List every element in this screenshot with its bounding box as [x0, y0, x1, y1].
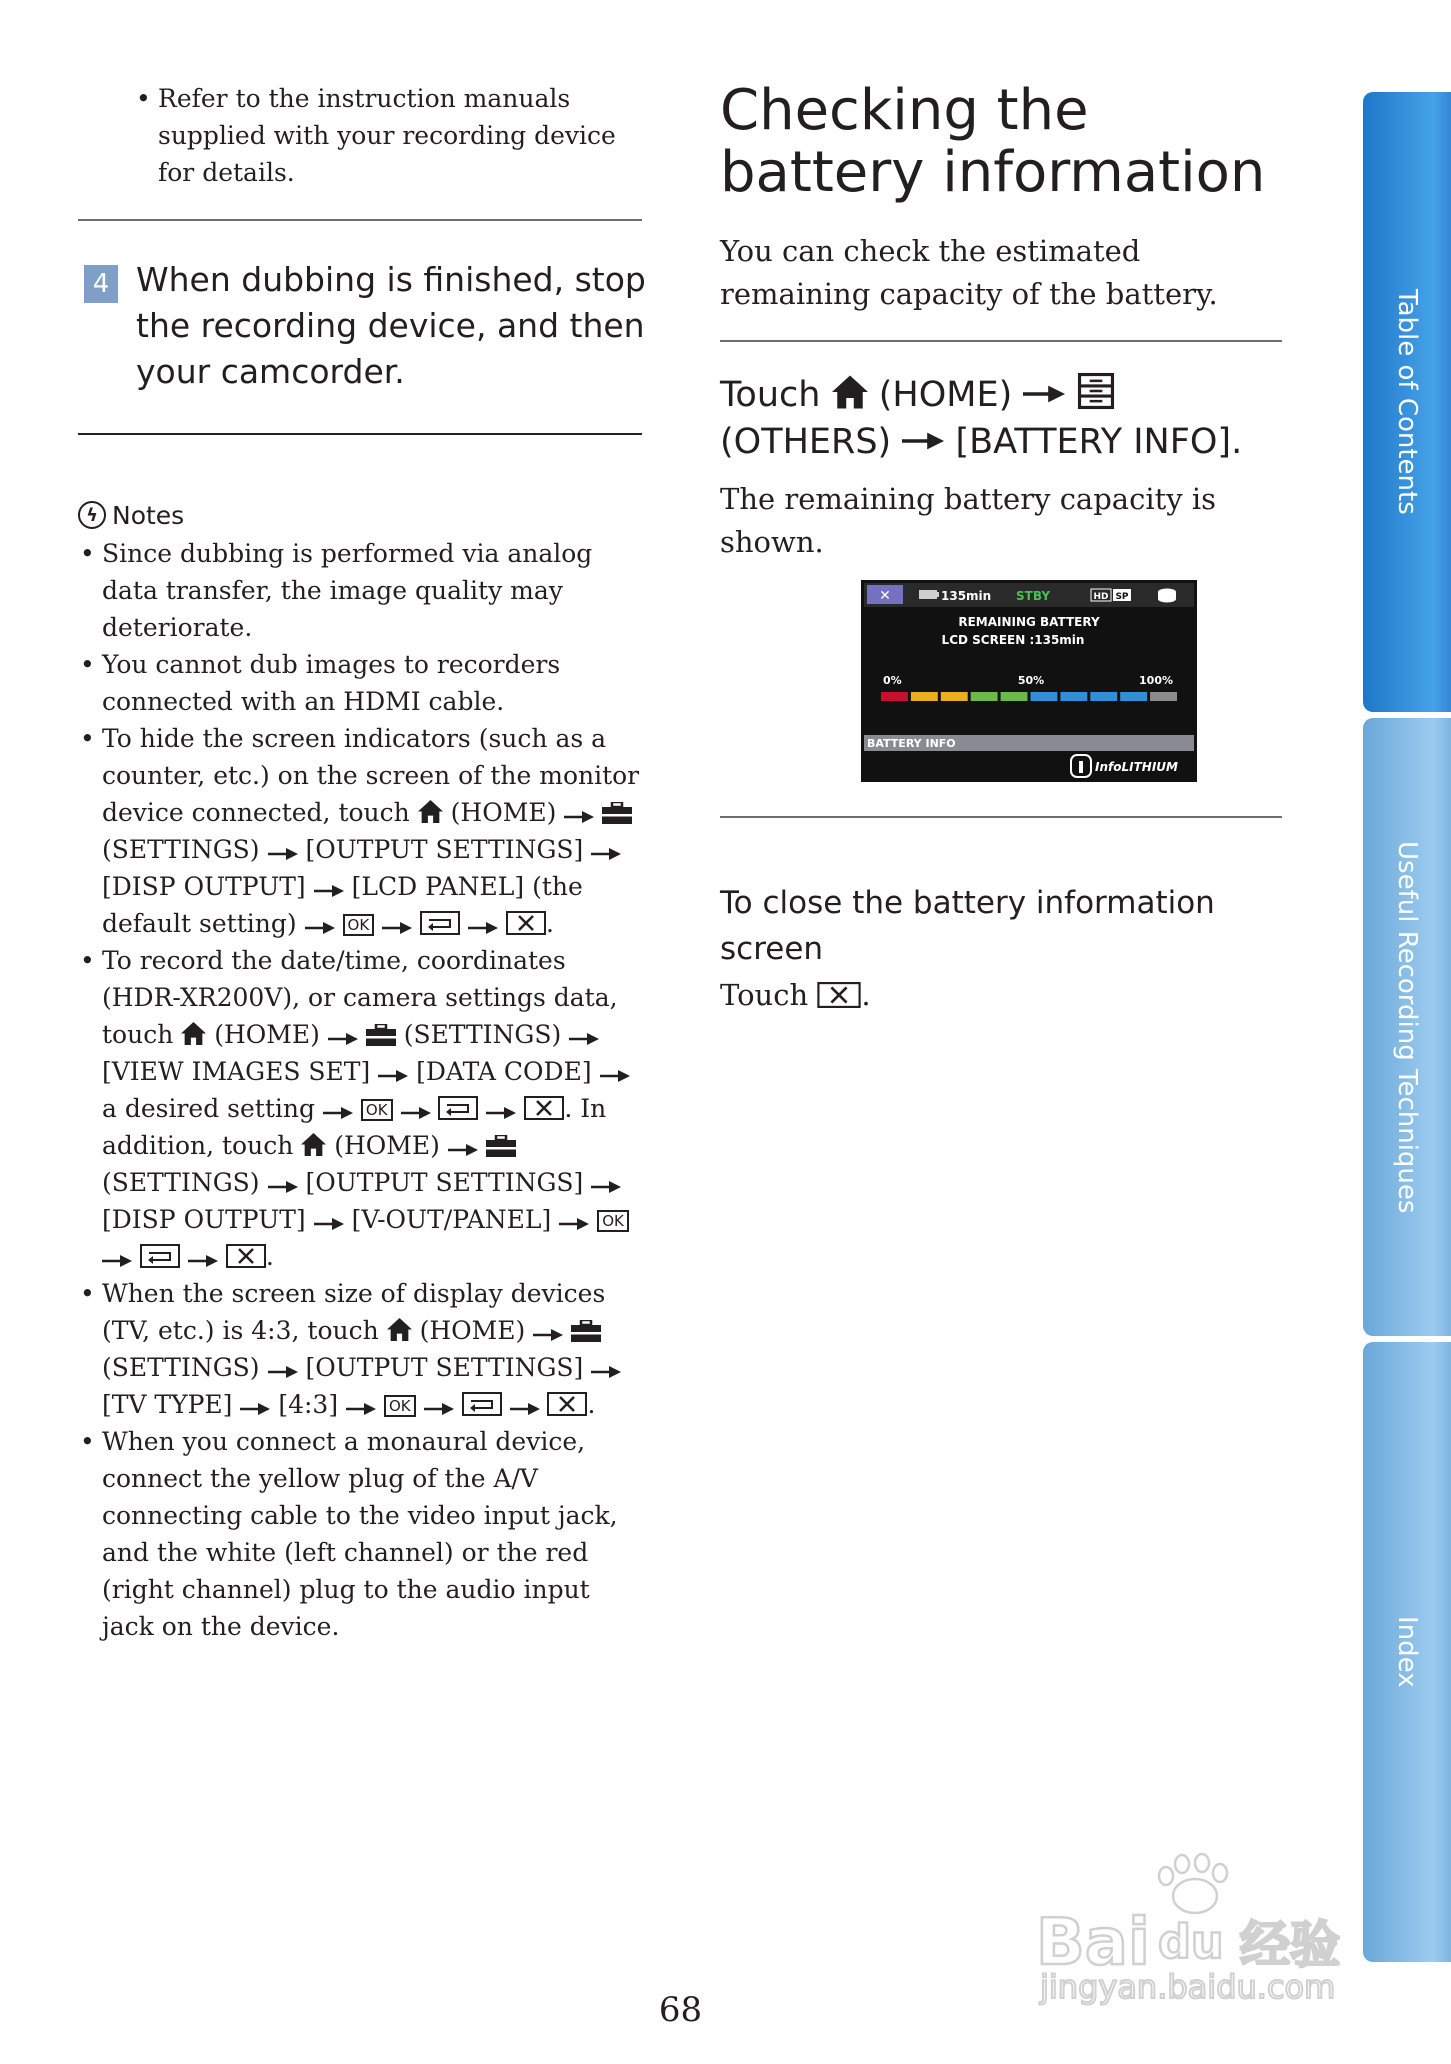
home-icon — [301, 1132, 326, 1157]
lcd-close-glyph: ✕ — [879, 588, 891, 604]
battery-segment — [1150, 692, 1177, 701]
lcd-sp: SP — [1115, 592, 1129, 602]
battery-segment — [1090, 692, 1117, 701]
arrow-icon — [591, 1365, 621, 1379]
intro-bullet-text: Refer to the instruction manuals supplied with your recording device for details. — [158, 84, 616, 187]
battery-segment — [911, 692, 938, 701]
arrow-icon — [401, 1106, 431, 1120]
disk-icon — [1158, 589, 1176, 603]
close-instruction: Touch . — [720, 978, 871, 1012]
battery-segment — [1060, 692, 1087, 701]
notes-title: Notes — [112, 500, 185, 530]
page-number: 68 — [658, 1990, 703, 2030]
arrow-icon — [1023, 384, 1065, 404]
arrow-icon — [600, 1069, 630, 1083]
arrow-icon — [346, 1402, 376, 1416]
lcd-remaining-top: 135min — [941, 589, 992, 603]
tab-useful-recording-techniques[interactable] — [1363, 718, 1451, 1336]
lcd-stby: STBY — [1016, 589, 1051, 603]
arrow-icon — [424, 1402, 454, 1416]
divider — [720, 816, 1282, 818]
settings-icon — [486, 1135, 516, 1157]
notes-list — [78, 535, 642, 1645]
battery-segment — [881, 692, 908, 701]
home-icon — [418, 799, 443, 824]
left-column — [78, 80, 646, 1645]
step-4 — [78, 257, 676, 395]
arrow-icon — [328, 1032, 358, 1046]
arrow-icon — [559, 1217, 589, 1231]
arrow-icon — [591, 1180, 621, 1194]
home-icon — [387, 1317, 412, 1342]
arrow-icon — [533, 1328, 563, 1342]
note-item: • When the screen size of display devices (TV, etc.) is 4:3, touch (HOME) (SETTINGS) [OUTPUT SETTINGS] [TV TYPE] [4:3] OK . — [78, 1275, 642, 1423]
arrow-icon — [382, 921, 412, 935]
tab-label: Useful Recording Techniques — [1392, 840, 1422, 1214]
notes-heading — [78, 499, 642, 531]
tab-index[interactable] — [1363, 1342, 1451, 1962]
step-number-badge: 4 — [84, 265, 118, 303]
close-icon — [506, 911, 546, 935]
arrow-icon — [268, 1180, 298, 1194]
battery-segment — [1120, 692, 1147, 701]
close-icon — [547, 1392, 587, 1416]
home-icon — [181, 1021, 206, 1046]
arrow-icon — [268, 847, 298, 861]
intro-text: You can check the estimated remaining capacity of the battery. — [720, 234, 1218, 311]
page-title: Checking the battery information — [720, 78, 1266, 205]
divider — [720, 340, 1282, 342]
step-text: When dubbing is finished, stop the recording device, and then your camcorder. — [136, 260, 646, 391]
watermark-url: jingyan.baidu.com — [1040, 1968, 1336, 2006]
close-icon — [817, 982, 861, 1008]
lcd-pct-50: 50% — [1017, 674, 1045, 687]
arrow-icon — [569, 1032, 599, 1046]
arrow-icon — [188, 1254, 218, 1268]
battery-segment — [1001, 692, 1028, 701]
intro-bullet — [78, 80, 642, 191]
note-item: • To hide the screen indicators (such as a counter, etc.) on the screen of the monitor device connected, touch (HOME) (SETTINGS) [OUTPUT SETTINGS] [DISP OUTPUT] [LCD PANEL] (the default setting) OK . — [78, 720, 642, 942]
tab-label: Table of Contents — [1392, 289, 1422, 515]
arrow-icon — [486, 1106, 516, 1120]
arrow-icon — [591, 847, 621, 861]
arrow-icon — [314, 1217, 344, 1231]
battery-segment — [971, 692, 998, 701]
battery-icon — [919, 590, 939, 599]
baidu-watermark — [1030, 1846, 1360, 2006]
close-heading: To close the battery information screen — [720, 885, 1215, 967]
ok-button-icon: OK — [361, 1099, 393, 1121]
settings-icon — [571, 1320, 601, 1342]
lcd-pct-0: 0% — [883, 674, 902, 687]
ok-button-icon: OK — [343, 914, 375, 936]
arrow-icon — [564, 810, 594, 824]
watermark-logo: Bai — [1036, 1906, 1150, 1980]
settings-icon — [602, 802, 632, 824]
ok-button-icon: OK — [597, 1210, 629, 1232]
arrow-icon — [102, 1254, 132, 1268]
arrow-icon — [240, 1402, 270, 1416]
instruction: Touch (HOME) (OTHERS) [BATTERY INFO]. — [720, 372, 1282, 466]
divider — [78, 433, 642, 435]
paw-icon — [1159, 1854, 1227, 1913]
lcd-heading: REMAINING BATTERY — [958, 615, 1100, 629]
battery-segment — [1031, 692, 1058, 701]
return-icon — [438, 1096, 478, 1120]
note-item: • To record the date/time, coordinates (HDR-XR200V), or camera settings data, touch (HOME) (SETTINGS) [VIEW IMAGES SET] [DATA CODE] a desired setting OK . In addition, touch (HOME) (SETTINGS) [OUTPUT SETTINGS] [DISP OUTPUT] [V-OUT/PANEL] OK . — [78, 942, 642, 1275]
arrow-icon — [448, 1143, 478, 1157]
home-icon — [832, 374, 868, 410]
lcd-screen-remaining: LCD SCREEN :135min — [941, 633, 1085, 647]
arrow-icon — [510, 1402, 540, 1416]
watermark-logo-cn: 经验 — [1240, 1916, 1340, 1974]
bullet-dot: • — [136, 84, 151, 113]
battery-segment — [941, 692, 968, 701]
arrow-icon — [305, 921, 335, 935]
arrow-icon — [468, 921, 498, 935]
note-item: • Since dubbing is performed via analog data transfer, the image quality may deteriorate. — [78, 535, 642, 646]
lcd-pct-100: 100% — [1139, 674, 1173, 687]
watermark-logo-du: du — [1158, 1915, 1224, 1969]
lcd-footer-label: BATTERY INFO — [867, 737, 956, 750]
tab-table-of-contents[interactable] — [1363, 92, 1451, 712]
tab-label: Index — [1392, 1616, 1422, 1688]
settings-icon — [366, 1024, 396, 1046]
divider — [78, 219, 642, 221]
lcd-screen — [861, 580, 1197, 782]
arrow-icon — [902, 431, 944, 451]
ok-button-icon: OK — [384, 1395, 416, 1417]
return-icon — [462, 1392, 502, 1416]
result-text: The remaining battery capacity is shown. — [720, 482, 1217, 559]
notes-lightning-icon: ϟ — [78, 501, 106, 529]
arrow-icon — [323, 1106, 353, 1120]
note-item: • When you connect a monaural device, connect the yellow plug of the A/V connecting cable to the video input jack, and the white (left channel) or the red (right channel) plug to the audio input jack on the device. — [78, 1423, 642, 1645]
lcd-brand: InfoLITHIUM — [1095, 760, 1178, 774]
lcd-hd: HD — [1093, 592, 1109, 602]
return-icon — [140, 1244, 180, 1268]
note-item: • You cannot dub images to recorders connected with an HDMI cable. — [78, 646, 642, 720]
right-column — [720, 80, 1282, 1017]
others-icon — [1077, 372, 1115, 410]
arrow-icon — [268, 1365, 298, 1379]
arrow-icon — [314, 884, 344, 898]
arrow-icon — [378, 1069, 408, 1083]
return-icon — [420, 911, 460, 935]
close-icon — [524, 1096, 564, 1120]
close-icon — [226, 1244, 266, 1268]
